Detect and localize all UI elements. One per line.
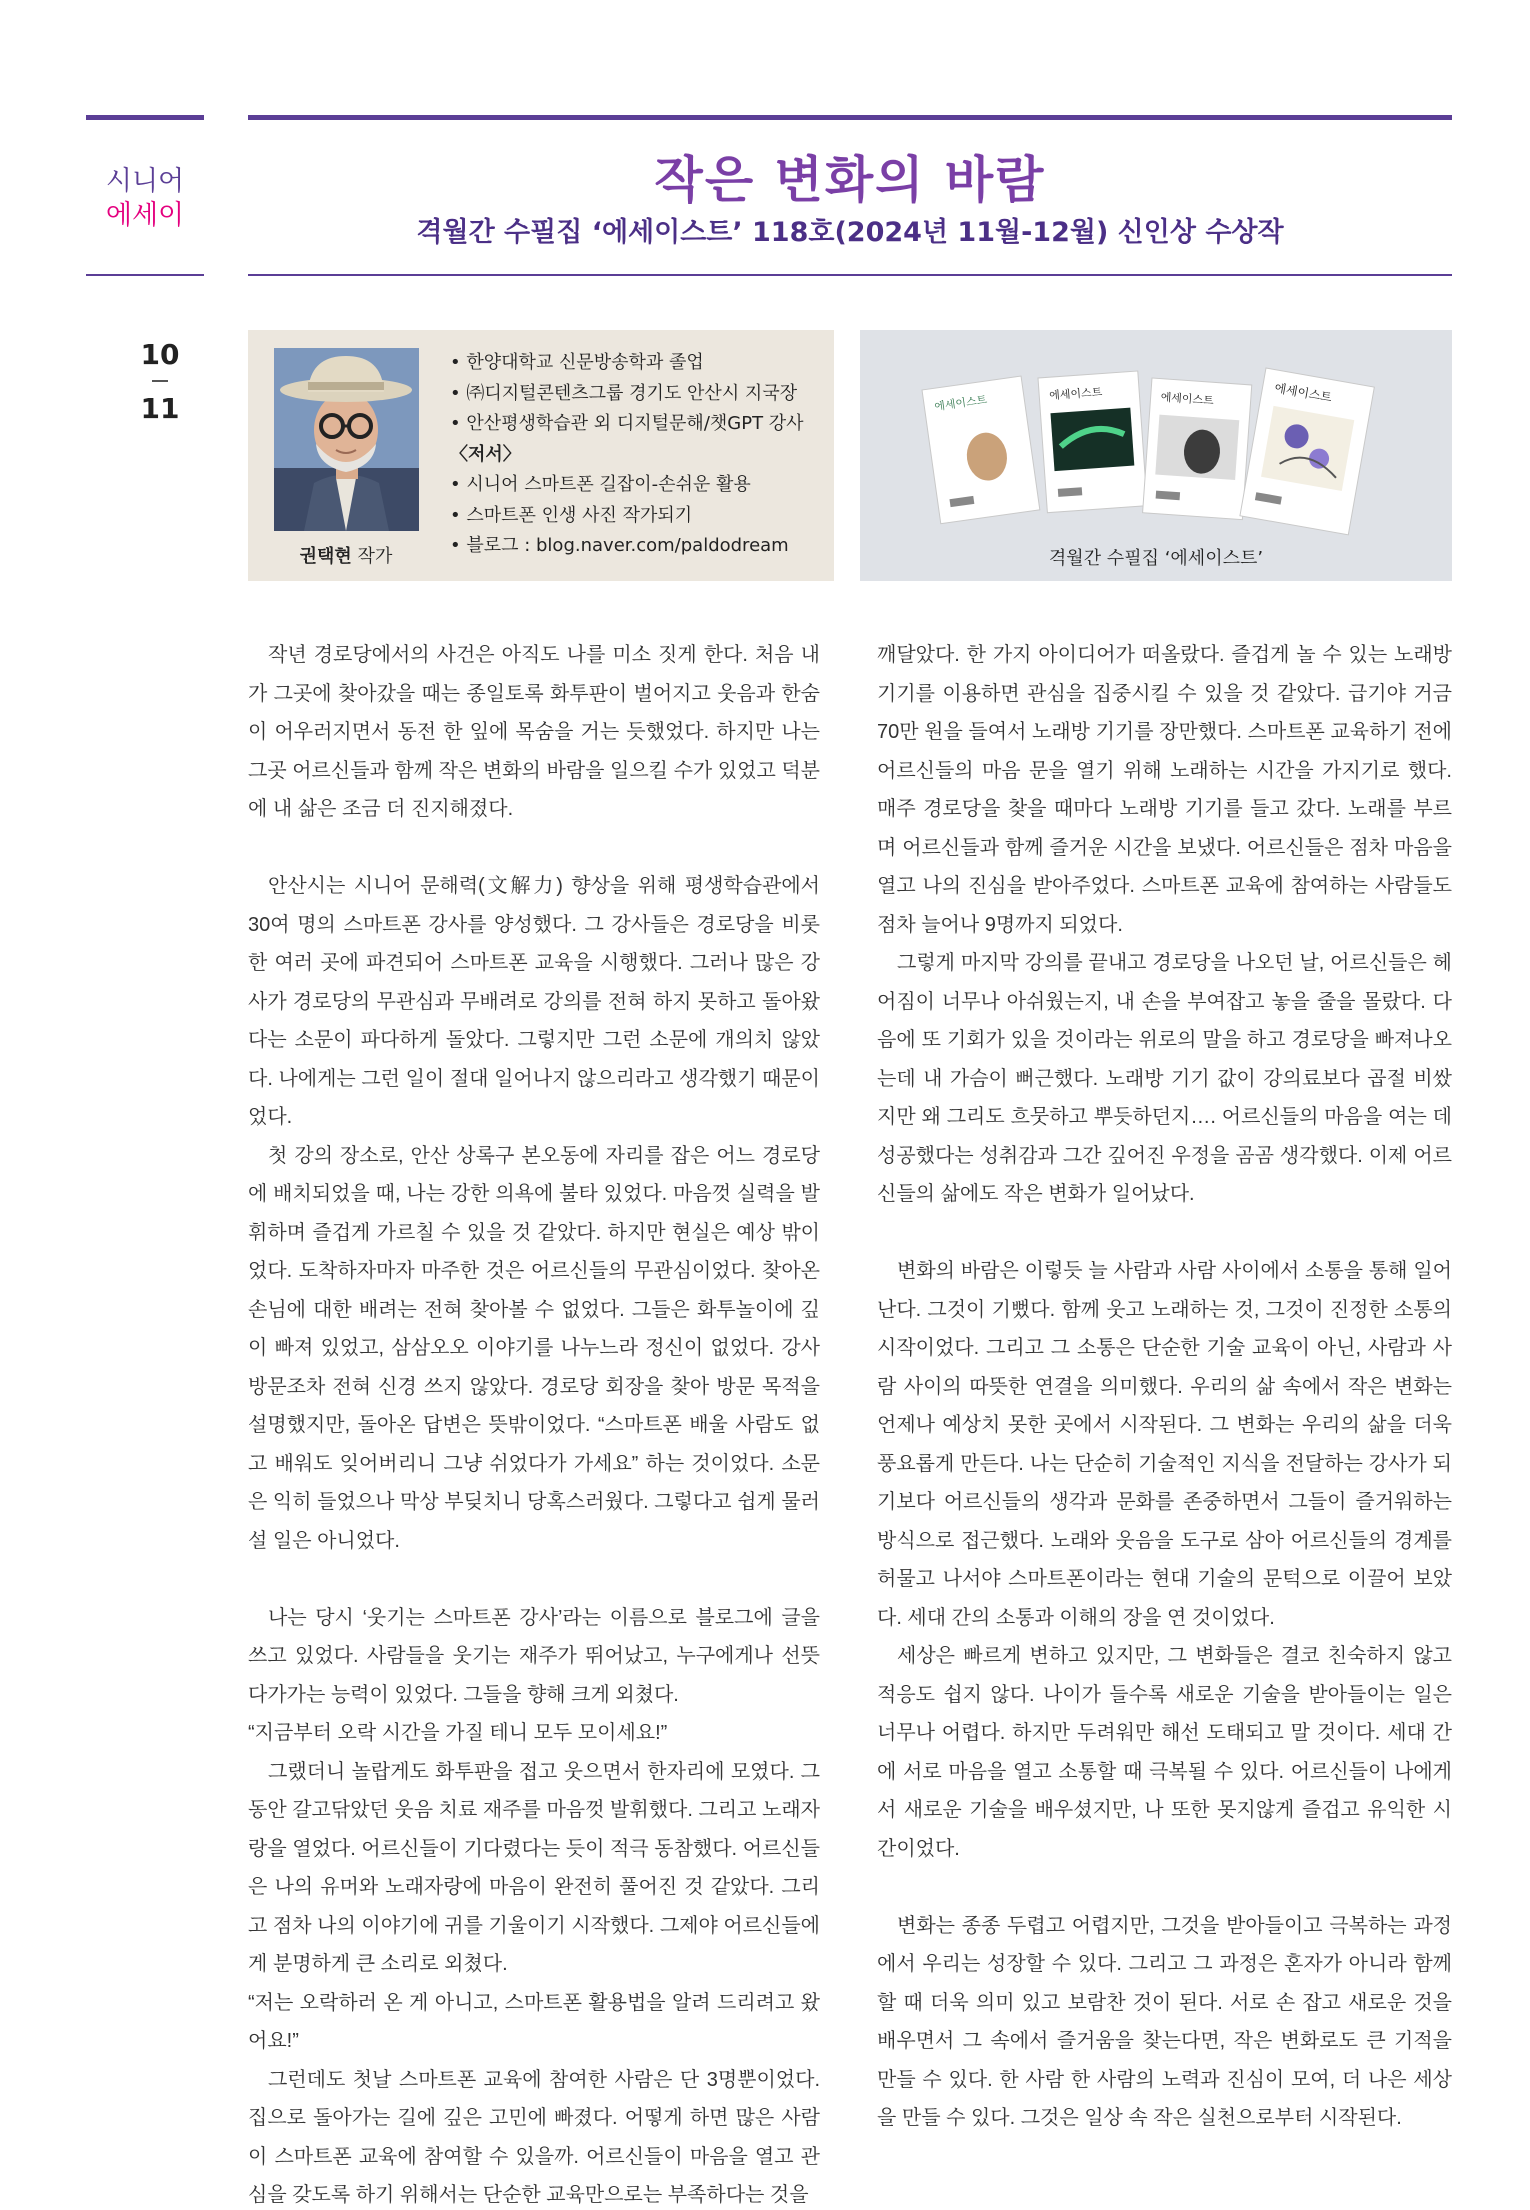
- page-numbers: [130, 338, 190, 426]
- cover-title: 에세이스트: [1273, 380, 1333, 405]
- bio-books-heading: 〈저서〉: [450, 443, 521, 465]
- bio-item: • 시니어 스마트폰 길잡이-손쉬운 활용: [450, 474, 751, 495]
- author-portrait: [274, 348, 419, 531]
- section-label-line1: 시니어: [105, 166, 185, 197]
- body-paragraph: 작년 경로당에서의 사건은 아직도 나를 미소 짓게 한다. 처음 내가 그곳에 찾아갔을 때는 종일토록 화투판이 벌어지고 웃음과 한숨이 어우러지면서 동전 한 잎에 목숨을 거는 듯했었다. 하지만 나는 그곳 어르신들과 함께 작은 변화의 바람을 일으킬 수가 있었고 덕분에 내 삶은 조금 더 진지해졌다.: [248, 644, 820, 820]
- author-name: 권택현: [299, 546, 352, 567]
- bio-item: • 스마트폰 인생 사진 작가되기: [450, 504, 693, 526]
- cover-title: 에세이스트: [1160, 390, 1215, 408]
- body-quote: “지금부터 오락 시간을 가질 테니 모두 모이세요!”: [248, 1722, 668, 1744]
- body-paragraph: 안산시는 시니어 문해력(文解力) 향상을 위해 평생학습관에서 30여 명의 스마트폰 강사를 양성했다. 그 강사들은 경로당을 비롯한 여러 곳에 파견되어 스마트폰 교육을 시행했다. 그러나 많은 강사가 경로당의 무관심과 무배려로 강의를 전혀 하지 못하고 돌아왔다는 소문이 파다하게 돌았다. 그렇지만 그런 소문에 개의치 않았다. 나에게는 그런 일이 절대 일어나지 않으리라고 생각했기 때문이었다.: [248, 875, 820, 1128]
- cover-title: 에세이스트: [933, 393, 989, 414]
- author-caption: [248, 542, 444, 568]
- header-rule-bottom: [248, 274, 1452, 276]
- body-paragraph: 깨달았다. 한 가지 아이디어가 떠올랐다. 즐겁게 놀 수 있는 노래방 기기를 이용하면 관심을 집중시킬 수 있을 것 같았다. 급기야 거금 70만 원을 들여서 노래방 기기를 장만했다. 스마트폰 교육하기 전에 어르신들의 마음 문을 열기 위해 노래하는 시간을 가지기로 했다. 매주 경로당을 찾을 때마다 노래방 기기를 들고 갔다. 노래를 부르며 어르신들과 함께 즐거운 시간을 보냈다. 어르신들은 점차 마음을 열고 나의 진심을 받아주었다. 스마트폰 교육에 참여하는 사람들도 점차 늘어나 9명까지 되었다.: [877, 644, 1452, 936]
- magazine-caption: 격월간 수필집 ‘에세이스트’: [1048, 548, 1264, 569]
- page-number-divider: [152, 380, 168, 382]
- bio-item: • 한양대학교 신문방송학과 졸업: [450, 352, 704, 373]
- body-paragraph: 세상은 빠르게 변하고 있지만, 그 변화들은 결코 친숙하지 않고 적응도 쉽지 않다. 나이가 들수록 새로운 기술을 받아들이는 일은 너무나 어렵다. 하지만 두려워만 해선 도태되고 말 것이다. 세대 간에 서로 마음을 열고 소통할 때 극복될 수 있다. 어르신들이 나에게서 새로운 기술을 배우셨지만, 나 또한 못지않게 즐겁고 유익한 시간이었다.: [877, 1645, 1452, 1860]
- page-number-right: 11: [140, 392, 180, 425]
- body-paragraph: 그렇게 마지막 강의를 끝내고 경로당을 나오던 날, 어르신들은 헤어짐이 너무나 아쉬웠는지, 내 손을 부여잡고 놓을 줄을 몰랐다. 다음에 또 기회가 있을 것이라는 위로의 말을 하고 경로당을 빠져나오는데 내 가슴이 뻐근했다. 노래방 기기 값이 강의료보다 곱절 비쌌지만 왜 그리도 흐뭇하고 뿌듯하던지…. 어르신들의 마음을 여는 데 성공했다는 성취감과 그간 깊어진 우정을 곰곰 생각했다. 이제 어르신들의 삶에도 작은 변화가 일어났다.: [877, 952, 1452, 1205]
- article-body-left: [248, 636, 820, 2210]
- article-title: 작은 변화의 바람: [654, 151, 1046, 209]
- bio-blog: • 블로그 : blog.naver.com/paldodream: [450, 535, 789, 556]
- body-paragraph: 변화는 종종 두렵고 어렵지만, 그것을 받아들이고 극복하는 과정에서 우리는 성장할 수 있다. 그리고 그 과정은 혼자가 아니라 함께할 때 더욱 의미 있고 보람찬 것이 된다. 서로 손 잡고 새로운 것을 배우면서 그 속에서 즐거움을 찾는다면, 작은 변화로도 큰 기적을 만들 수 있다. 한 사람 한 사람의 노력과 진심이 모여, 더 나은 세상을 만들 수 있다. 그것은 일상 속 작은 실천으로부터 시작된다.: [877, 1914, 1452, 2129]
- magazine-covers-box: [860, 330, 1452, 581]
- author-bio-list: [450, 348, 830, 562]
- body-paragraph: 변화의 바람은 이렇듯 늘 사람과 사람 사이에서 소통을 통해 일어난다. 그것이 기뻤다. 함께 웃고 노래하는 것, 그것이 진정한 소통의 시작이었다. 그리고 그 소통은 단순한 기술 교육이 아닌, 사람과 사람 사이의 따뜻한 연결을 의미했다. 우리의 삶 속에서 작은 변화는 언제나 예상치 못한 곳에서 시작된다. 그 변화는 우리의 삶을 더욱 풍요롭게 만든다. 나는 단순히 기술적인 지식을 전달하는 강사가 되기보다 어르신들의 생각과 문화를 존중하면서 그들이 즐거워하는 방식으로 접근했다. 노래와 웃음을 도구로 삼아 어르신들의 경계를 허물고 나서야 스마트폰이라는 현대 기술의 문턱으로 이끌어 보았다. 세대 간의 소통과 이해의 장을 연 것이었다.: [877, 1260, 1452, 1629]
- bio-item: • 안산평생학습관 외 디지털문해/챗GPT 강사: [450, 413, 804, 434]
- section-rule-bottom: [86, 274, 204, 276]
- page-number-left: 10: [140, 338, 180, 371]
- article-subtitle: 격월간 수필집 ‘에세이스트’ 118호(2024년 11월-12월) 신인상 수상작: [416, 217, 1284, 248]
- section-label-line2: 에세이: [105, 200, 185, 231]
- section-label: [86, 165, 204, 233]
- body-paragraph: 첫 강의 장소로, 안산 상록구 본오동에 자리를 잡은 어느 경로당에 배치되었을 때, 나는 강한 의욕에 불타 있었다. 마음껏 실력을 발휘하며 즐겁게 가르칠 수 있을 것 같았다. 하지만 현실은 예상 밖이었다. 도착하자마자 마주한 것은 어르신들의 무관심이었다. 찾아온 손님에 대한 배려는 전혀 찾아볼 수 없었다. 그들은 화투놀이에 깊이 빠져 있었고, 삼삼오오 이야기를 나누느라 정신이 없었다. 강사 방문조차 전혀 신경 쓰지 않았다. 경로당 회장을 찾아 방문 목적을 설명했지만, 돌아온 답변은 뜻밖이었다. “스마트폰 배울 사람도 없고 배워도 잊어버리니 그냥 쉬었다가 가세요” 하는 것이었다. 소문은 익히 들었으나 막상 부딪치니 당혹스러웠다. 그렇다고 쉽게 물러설 일은 아니었다.: [248, 1144, 820, 1552]
- bio-item: • ㈜디지털콘텐츠그룹 경기도 안산시 지국장: [450, 382, 798, 404]
- body-paragraph: 그런데도 첫날 스마트폰 교육에 참여한 사람은 단 3명뿐이었다. 집으로 돌아가는 길에 깊은 고민에 빠졌다. 어떻게 하면 많은 사람이 스마트폰 교육에 참여할 수 있을까. 어르신들이 마음을 열고 관심을 갖도록 하기 위해서는 단순한 교육만으로는 부족하다는 것을: [248, 2068, 820, 2206]
- section-rule-top: [86, 115, 204, 120]
- body-quote: “저는 오락하러 온 게 아니고, 스마트폰 활용법을 알려 드리려고 왔어요!”: [248, 1991, 820, 2052]
- body-paragraph: 나는 당시 ‘웃기는 스마트폰 강사’라는 이름으로 블로그에 글을 쓰고 있었다. 사람들을 웃기는 재주가 뛰어났고, 누구에게나 선뜻 다가가는 능력이 있었다. 그들을 향해 크게 외쳤다.: [248, 1606, 820, 1706]
- body-paragraph: 그랬더니 놀랍게도 화투판을 접고 웃으면서 한자리에 모였다. 그동안 갈고닦았던 웃음 치료 재주를 마음껏 발휘했다. 그리고 노래자랑을 열었다. 어르신들이 기다렸다는 듯이 적극 동참했다. 어르신들은 나의 유머와 노래자랑에 마음이 완전히 풀어진 것 같았다. 그리고 점차 나의 이야기에 귀를 기울이기 시작했다. 그제야 어르신들에게 분명하게 큰 소리로 외쳤다.: [248, 1760, 820, 1975]
- header-rule-top: [248, 115, 1452, 120]
- cover-title: 에세이스트: [1048, 385, 1103, 403]
- author-bio-box: [248, 330, 834, 581]
- article-body-right: [877, 636, 1452, 2138]
- author-suffix: 작가: [351, 546, 393, 567]
